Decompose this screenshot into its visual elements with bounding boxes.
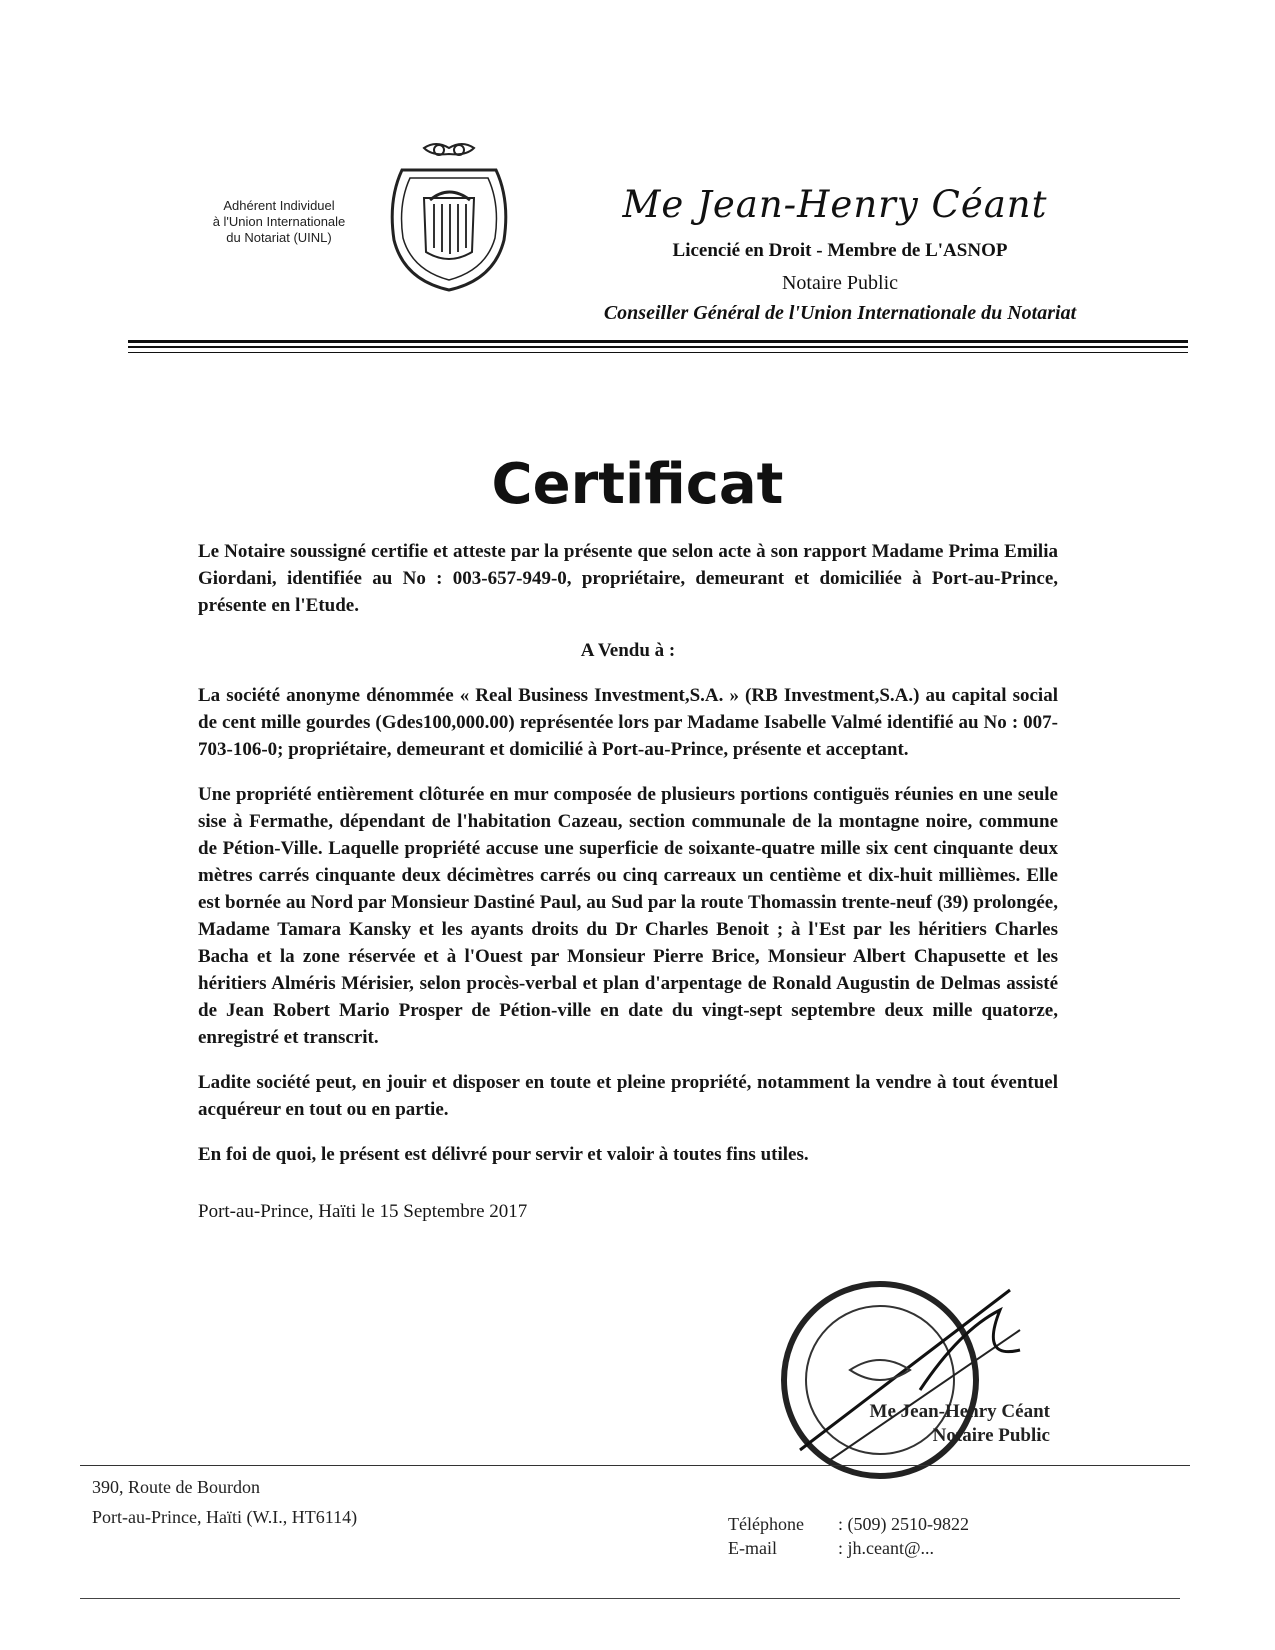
phone-label: Téléphone	[728, 1514, 804, 1534]
address-street: 390, Route de Bourdon	[92, 1477, 260, 1497]
notary-seal-icon	[384, 140, 514, 295]
stamp-title: Notaire Public	[932, 1425, 1050, 1446]
phone-value: : (509) 2510-9822	[838, 1514, 969, 1534]
section-heading-sold-to: A Vendu à :	[580, 640, 676, 661]
paragraph-attestation: Le Notaire soussigné certifie et atteste par la présente que selon acte à son rapport Madame Prima Emilia Giordani, identifiée au No : 003-657-949-0, propriétaire, demeurant et domiciliée à Port-au-Prince, présente en l'Etude.	[198, 541, 1058, 616]
stamp-caption	[810, 1400, 1050, 1448]
phone-row	[728, 1512, 1028, 1536]
notary-title: Notaire Public	[781, 272, 899, 294]
place-and-date: Port-au-Prince, Haïti le 15 Septembre 2017	[198, 1201, 528, 1222]
uinl-line-3: du Notariat (UINL)	[226, 230, 332, 245]
header-divider	[128, 352, 1188, 353]
uinl-line-1: Adhérent Individuel	[223, 198, 335, 213]
notary-name: Me Jean-Henry Céant	[622, 183, 1048, 226]
uinl-membership-note	[204, 198, 354, 246]
email-label: E-mail	[728, 1538, 777, 1558]
document-title: Certificat	[491, 452, 784, 517]
office-contact	[728, 1512, 1028, 1560]
uinl-line-2: à l'Union Internationale	[212, 214, 346, 229]
paragraph-rights: Ladite société peut, en jouir et disposer en toute et pleine propriété, notamment la vendre à tout éventuel acquéreur en tout ou en partie.	[198, 1072, 1058, 1120]
paragraph-buyer: La société anonyme dénommée « Real Business Investment,S.A. » (RB Investment,S.A.) au capital social de cent mille gourdes (Gdes100,000.00) représentée lors par Madame Isabelle Valmé identifié au No : 007-703-106-0; propriétaire, demeurant et domicilié à Port-au-Prince, présente et acceptant.	[198, 685, 1058, 760]
notary-qualification: Licencié en Droit - Membre de L'ASNOP	[672, 240, 1008, 261]
header-divider	[128, 340, 1188, 343]
address-city: Port-au-Prince, Haïti (W.I., HT6114)	[92, 1507, 358, 1527]
header-divider	[128, 346, 1188, 348]
footer-divider	[80, 1465, 1190, 1466]
stamp-name: Me Jean-Henry Céant	[869, 1401, 1050, 1422]
email-value: : jh.ceant@...	[838, 1538, 935, 1558]
notary-council-role: Conseiller Général de l'Union Internationale du Notariat	[603, 302, 1077, 324]
paragraph-closing: En foi de quoi, le présent est délivré pour servir et valoir à toutes fins utiles.	[198, 1144, 809, 1165]
official-stamp-icon	[770, 1270, 1030, 1490]
office-address	[92, 1472, 452, 1532]
bottom-divider	[80, 1598, 1180, 1599]
email-row	[728, 1536, 1028, 1560]
document-body	[198, 538, 1058, 1225]
paragraph-property: Une propriété entièrement clôturée en mur composée de plusieurs portions contiguës réunies en une seule sise à Fermathe, dépendant de l'habitation Cazeau, section communale de la montagne noire, commune de Pétion-Ville. Laquelle propriété accuse une superficie de soixante-quatre mille six cent cinquante deux mètres carrés cinquante deux décimètres carrés ou cinq carreaux un centième et dix-huit millièmes. Elle est bornée au Nord par Monsieur Dastiné Paul, au Sud par la route Thomassin trente-neuf (39) prolongée, Madame Tamara Kansky et les ayants droits du Dr Charles Benoit ; à l'Est par les héritiers Charles Bacha et la zone réservée et à l'Ouest par Monsieur Pierre Brice, Monsieur Albert Chapusette et les héritiers Alméris Mérisier, selon procès-verbal et plan d'arpentage de Ronald Augustin de Delmas assisté de Jean Robert Mario Prosper de Pétion-ville en date du vingt-sept septembre deux mille quatorze, enregistré et transcrit.	[198, 784, 1058, 1048]
